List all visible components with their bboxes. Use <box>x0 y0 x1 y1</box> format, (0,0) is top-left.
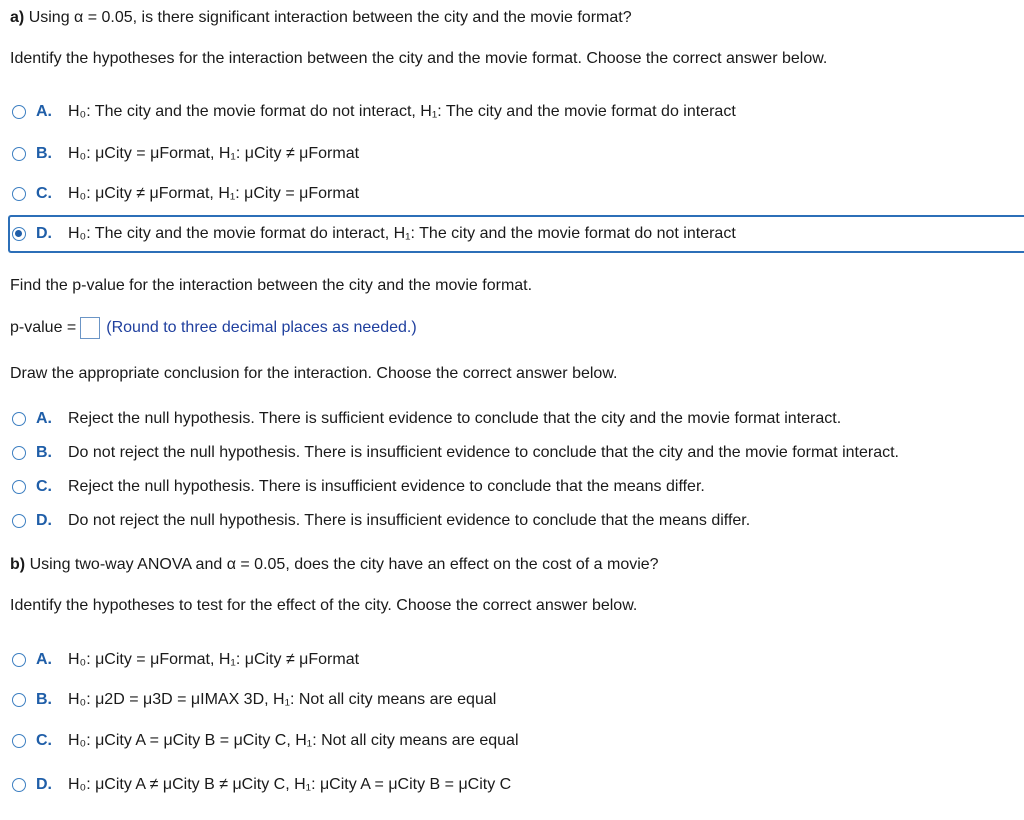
hyp-a-option-d[interactable]: D. H₀: The city and the movie format do interact, H₁: The city and the movie format do not interact <box>10 219 1024 249</box>
option-text: H₀: μCity = μFormat, H₁: μCity ≠ μFormat <box>68 651 360 668</box>
hyp-b-option-a[interactable]: A. H₀: μCity = μFormat, H₁: μCity ≠ μFormat <box>10 645 1024 675</box>
hyp-b-option-c[interactable]: C. H₀: μCity A = μCity B = μCity C, H₁: Not all city means are equal <box>10 726 1024 756</box>
question-a <box>10 9 632 27</box>
option-text: Do not reject the null hypothesis. There is insufficient evidence to conclude that the city and the movie format interact. <box>68 444 899 461</box>
pvalue-hint: (Round to three decimal places as needed.) <box>106 319 417 336</box>
option-text: Reject the null hypothesis. There is insufficient evidence to conclude that the means differ. <box>68 478 705 495</box>
part-b-label: b) <box>10 556 26 573</box>
pvalue-prompt: Find the p-value for the interaction between the city and the movie format. <box>10 277 533 294</box>
hyp-b-option-d[interactable]: D. H₀: μCity A ≠ μCity B ≠ μCity C, H₁: μCity A = μCity B = μCity C <box>10 770 1024 800</box>
question-b-text: Using two-way ANOVA and α = 0.05, does the city have an effect on the cost of a movie? <box>29 556 659 573</box>
radio-button[interactable] <box>12 412 26 426</box>
radio-button[interactable] <box>12 734 26 748</box>
hyp-prompt-b: Identify the hypotheses to test for the effect of the city. Choose the correct answer below. <box>10 597 638 614</box>
hyp-prompt-a: Identify the hypotheses for the interaction between the city and the movie format. Choose the correct answer below. <box>10 50 828 67</box>
option-text: H₀: The city and the movie format do interact, H₁: The city and the movie format do not interact <box>68 225 736 242</box>
pvalue-input[interactable] <box>80 317 100 339</box>
hyp-b-option-b[interactable]: B. H₀: μ2D = μ3D = μIMAX 3D, H₁: Not all city means are equal <box>10 685 1024 715</box>
pvalue-row <box>10 317 417 339</box>
pvalue-label: p-value = <box>10 319 77 336</box>
conclusion-option-c[interactable]: C. Reject the null hypothesis. There is insufficient evidence to conclude that the means differ. <box>10 472 1024 502</box>
option-text: H₀: μCity A = μCity B = μCity C, H₁: Not all city means are equal <box>68 732 519 749</box>
radio-button-selected[interactable] <box>12 227 26 241</box>
hyp-a-option-c[interactable]: C. H₀: μCity ≠ μFormat, H₁: μCity = μFormat <box>10 179 1024 209</box>
option-text: H₀: μCity ≠ μFormat, H₁: μCity = μFormat <box>68 185 360 202</box>
option-text: Reject the null hypothesis. There is sufficient evidence to conclude that the city and the movie format interact. <box>68 410 842 427</box>
radio-button[interactable] <box>12 187 26 201</box>
radio-button[interactable] <box>12 480 26 494</box>
radio-button[interactable] <box>12 653 26 667</box>
hyp-a-option-a[interactable]: A. H₀: The city and the movie format do not interact, H₁: The city and the movie format do interact <box>10 97 1024 127</box>
conclusion-option-a[interactable]: A. Reject the null hypothesis. There is sufficient evidence to conclude that the city and the movie format interact. <box>10 404 1024 434</box>
conclusion-prompt: Draw the appropriate conclusion for the interaction. Choose the correct answer below. <box>10 365 618 382</box>
option-text: Do not reject the null hypothesis. There is insufficient evidence to conclude that the means differ. <box>68 512 751 529</box>
radio-button[interactable] <box>12 105 26 119</box>
option-text: H₀: μCity A ≠ μCity B ≠ μCity C, H₁: μCity A = μCity B = μCity C <box>68 776 512 793</box>
option-text: H₀: μ2D = μ3D = μIMAX 3D, H₁: Not all city means are equal <box>68 691 497 708</box>
radio-button[interactable] <box>12 514 26 528</box>
question-b <box>10 556 659 574</box>
conclusion-option-b[interactable]: B. Do not reject the null hypothesis. There is insufficient evidence to conclude that the city and the movie format interact. <box>10 438 1024 468</box>
radio-button[interactable] <box>12 693 26 707</box>
radio-button[interactable] <box>12 147 26 161</box>
radio-button[interactable] <box>12 778 26 792</box>
question-a-text: Using α = 0.05, is there significant interaction between the city and the movie format? <box>28 9 632 26</box>
radio-button[interactable] <box>12 446 26 460</box>
option-text: H₀: The city and the movie format do not interact, H₁: The city and the movie format do interact <box>68 103 736 120</box>
hyp-a-option-b[interactable]: B. H₀: μCity = μFormat, H₁: μCity ≠ μFormat <box>10 139 1024 169</box>
conclusion-option-d[interactable]: D. Do not reject the null hypothesis. There is insufficient evidence to conclude that the means differ. <box>10 506 1024 536</box>
option-text: H₀: μCity = μFormat, H₁: μCity ≠ μFormat <box>68 145 360 162</box>
part-a-label: a) <box>10 9 25 26</box>
